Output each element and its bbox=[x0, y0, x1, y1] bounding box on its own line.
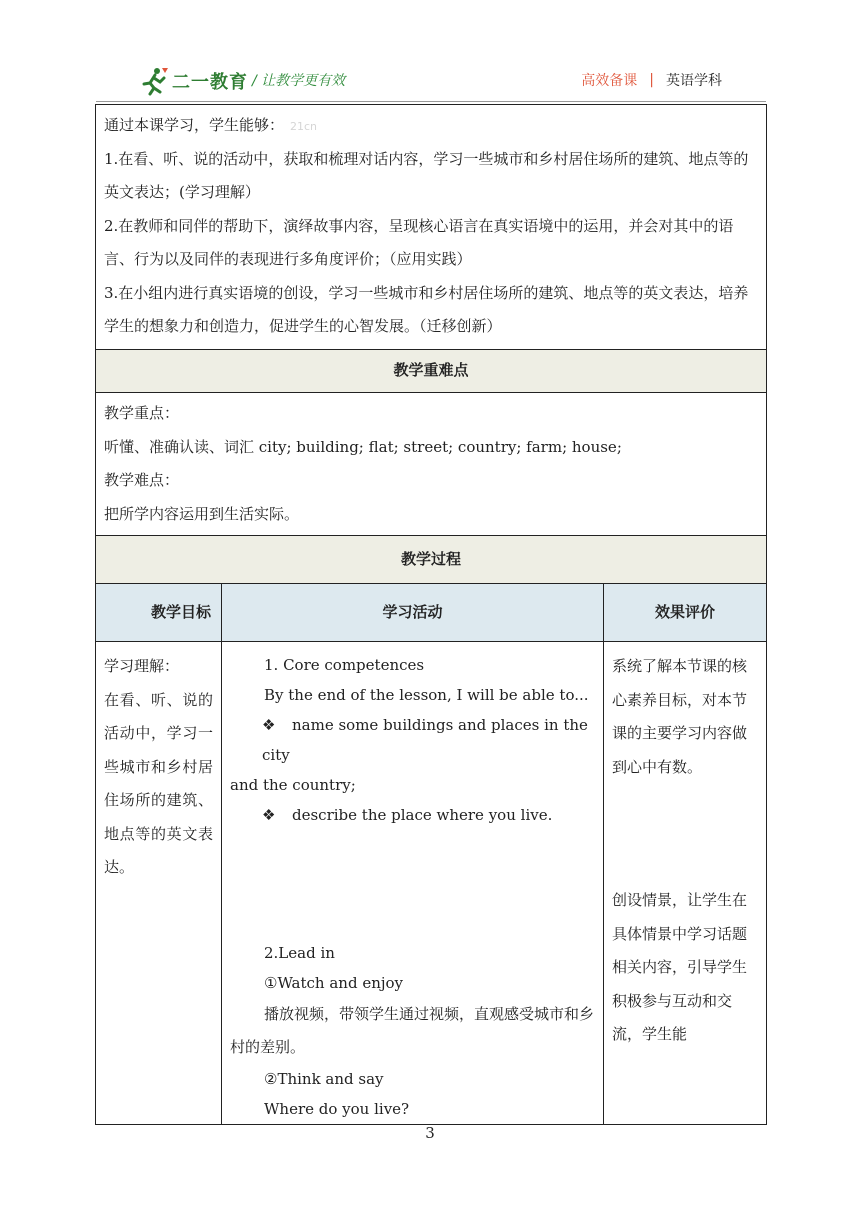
process-header-row bbox=[96, 584, 767, 642]
s2-think: ②Think and say bbox=[264, 1070, 384, 1088]
header-separator: | bbox=[649, 72, 654, 88]
col-goal-header: 教学目标 bbox=[96, 584, 222, 642]
s2-question: Where do you live? bbox=[264, 1100, 410, 1118]
difficulty-label: 教学难点： bbox=[104, 471, 180, 489]
s1-bullet-1 bbox=[230, 710, 595, 770]
spacer bbox=[230, 830, 595, 938]
lesson-table bbox=[95, 104, 767, 1125]
process-row bbox=[96, 642, 767, 1125]
goal-item-1: 1.在看、听、说的活动中，获取和梳理对话内容，学习一些城市和乡村居住场所的建筑、地点等的英文表达；(学习理解） bbox=[104, 149, 749, 201]
key-points-title: 教学重难点 bbox=[96, 350, 767, 393]
diamond-bullet-icon: ❖ bbox=[262, 806, 276, 824]
goal-item-2: 2.在教师和同伴的帮助下，演绎故事内容，呈现核心语言在真实语境中的运用，并会对其中的语言、行为以及同伴的表现进行多角度评价；（应用实践） bbox=[104, 216, 734, 268]
key-points-band-row bbox=[96, 350, 767, 393]
slogan: / 让教学更有效 bbox=[252, 73, 346, 89]
s2-watch: ①Watch and enjoy bbox=[264, 974, 404, 992]
logo-text: 二一教育 bbox=[172, 72, 248, 93]
eval-cell bbox=[604, 642, 767, 1125]
goal-text: 学习理解： 在看、听、说的活动中，学习一些城市和乡村居住场所的建筑、地点等的英文表达。 bbox=[104, 657, 213, 876]
goal-item-3: 3.在小组内进行真实语境的创设，学习一些城市和乡村居住场所的建筑、地点等的英文表达，培养学生的想象力和创造力，促进学生的心智发展。（迁移创新） bbox=[104, 283, 749, 335]
s1-b2-text: describe the place where you live. bbox=[292, 806, 553, 824]
page-number: 3 bbox=[425, 1124, 435, 1142]
s1-line: By the end of the lesson, I will be able to... bbox=[264, 686, 589, 704]
goals-intro bbox=[104, 109, 758, 143]
logo bbox=[140, 66, 248, 96]
s1-title: 1. Core competences bbox=[264, 656, 425, 674]
header-divider bbox=[96, 101, 766, 102]
col-eval-header: 效果评价 bbox=[604, 584, 767, 642]
focus-label: 教学重点： bbox=[104, 404, 180, 422]
course-label: 高效备课 bbox=[581, 73, 638, 89]
goals-intro-text: 通过本课学习，学生能够： bbox=[104, 116, 285, 134]
goal-cell bbox=[96, 642, 222, 1125]
eval-text-1: 系统了解本节课的核心素养目标，对本节课的主要学习内容做到心中有数。 bbox=[612, 657, 748, 776]
subject-label: 英语学科 bbox=[666, 73, 722, 89]
goals-cell bbox=[96, 105, 767, 350]
process-title: 教学过程 bbox=[96, 536, 767, 584]
col-activity-header: 学习活动 bbox=[222, 584, 604, 642]
key-points-cell bbox=[96, 393, 767, 536]
difficulty-text: 把所学内容运用到生活实际。 bbox=[104, 504, 300, 523]
s1-bullet-2 bbox=[230, 800, 595, 830]
activity-cell bbox=[222, 642, 604, 1125]
svg-text:21cn: 21cn bbox=[290, 120, 318, 133]
spacer bbox=[612, 784, 758, 884]
s1-b1-text: name some buildings and places in the city bbox=[262, 716, 588, 764]
s2-title: 2.Lead in bbox=[264, 944, 335, 962]
diamond-bullet-icon: ❖ bbox=[262, 716, 276, 734]
process-band-row bbox=[96, 536, 767, 584]
s1-bullet-1-cont: and the country; bbox=[230, 776, 356, 794]
header-right bbox=[581, 70, 722, 90]
goals-row bbox=[96, 105, 767, 350]
page-header bbox=[96, 58, 766, 102]
key-points-row bbox=[96, 393, 767, 536]
watermark-icon bbox=[290, 119, 346, 133]
focus-text: 听懂、准确认读、词汇 city; building; flat; street; country; farm; house; bbox=[104, 437, 622, 456]
runner-logo-icon bbox=[140, 66, 170, 96]
eval-text-2: 创设情景，让学生在具体情景中学习话题相关内容，引导学生积极参与互动和交流，学生能 bbox=[612, 891, 748, 1043]
s2-watch-text: 播放视频，带领学生通过视频，直观感受城市和乡村的差别。 bbox=[230, 1005, 595, 1056]
